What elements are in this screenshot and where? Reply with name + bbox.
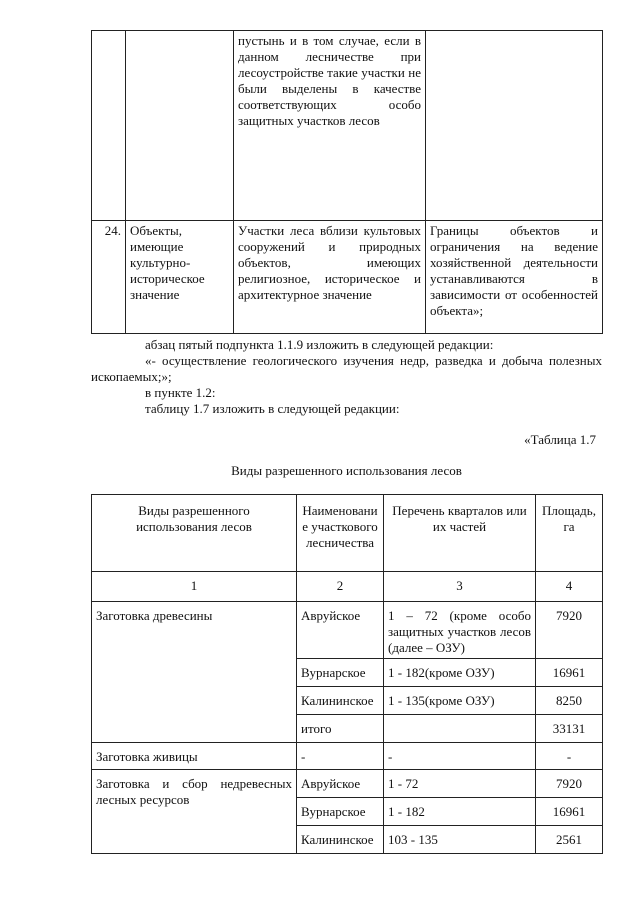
total-label-cell: итого <box>297 715 384 743</box>
forestry-name-cell: Вурнарское <box>297 798 384 826</box>
use-type-cell: Заготовка древесины <box>92 602 297 743</box>
table-row <box>92 770 603 798</box>
use-type-cell: Заготовка живицы <box>92 743 297 770</box>
area-cell: 7920 <box>536 770 603 798</box>
quarters-cell: - <box>384 743 536 770</box>
row-number: 24. <box>92 221 126 334</box>
table-cell <box>126 31 234 221</box>
quarters-cell: 1 - 182(кроме ОЗУ) <box>384 659 536 687</box>
column-number: 1 <box>92 572 297 602</box>
paragraph: абзац пятый подпункта 1.1.9 изложить в следующей редакции: <box>145 337 494 352</box>
paragraph: в пункте 1.2: <box>145 385 216 400</box>
table-continuation <box>91 30 603 334</box>
paragraph: таблицу 1.7 изложить в следующей редакции: <box>145 401 400 416</box>
forestry-name-cell: - <box>297 743 384 770</box>
area-cell: 16961 <box>536 798 603 826</box>
column-number: 2 <box>297 572 384 602</box>
table-cell: Объекты, имеющие культурно-историческое значение <box>126 221 234 334</box>
table-cell: Границы объектов и ограничения на ведение хозяйственной деятельности устанавливаются в зависимости от особенностей объекта»; <box>426 221 603 334</box>
area-cell: 8250 <box>536 687 603 715</box>
paragraph: «- осуществление геологического изучения недр, разведка и добыча полезных ископаемых;»; <box>91 353 602 384</box>
header-cell: Перечень кварталов или их частей <box>384 495 536 572</box>
area-cell: - <box>536 743 603 770</box>
quarters-cell: 1 – 72 (кроме особо защитных участков лесов (далее – ОЗУ) <box>384 602 536 659</box>
forestry-name-cell: Калининское <box>297 826 384 854</box>
forest-use-table <box>91 494 603 854</box>
area-cell: 33131 <box>536 715 603 743</box>
column-number-row <box>92 572 603 602</box>
table-cell <box>426 31 603 221</box>
quarters-cell: 1 - 135(кроме ОЗУ) <box>384 687 536 715</box>
header-cell: Площадь, га <box>536 495 603 572</box>
forestry-name-cell: Вурнарское <box>297 659 384 687</box>
area-cell: 7920 <box>536 602 603 659</box>
column-number: 4 <box>536 572 603 602</box>
table-row <box>92 31 603 221</box>
use-type-cell: Заготовка и сбор недревесных лесных ресурсов <box>92 770 297 854</box>
quarters-cell: 103 - 135 <box>384 826 536 854</box>
forestry-name-cell: Калининское <box>297 687 384 715</box>
area-cell: 2561 <box>536 826 603 854</box>
quarters-cell: 1 - 182 <box>384 798 536 826</box>
table-label: «Таблица 1.7 <box>524 432 596 447</box>
table-cell: Участки леса вблизи культовых сооружений и природных объектов, имеющих религиозное, историческое и архитектурное значение <box>234 221 426 334</box>
table-row <box>92 221 603 334</box>
column-number: 3 <box>384 572 536 602</box>
table-title: Виды разрешенного использования лесов <box>231 463 462 478</box>
table-cell: пустынь и в том случае, если в данном лесничестве при лесоустройстве такие участки не были выделены в качестве соответствующих особо защитных участков лесов <box>234 31 426 221</box>
table-row <box>92 743 603 770</box>
forestry-name-cell: Авруйское <box>297 770 384 798</box>
area-cell: 16961 <box>536 659 603 687</box>
quarters-cell <box>384 715 536 743</box>
table-row <box>92 602 603 659</box>
forestry-name-cell: Авруйское <box>297 602 384 659</box>
table-header-row <box>92 495 603 572</box>
header-cell: Виды разрешенного использования лесов <box>92 495 297 572</box>
quarters-cell: 1 - 72 <box>384 770 536 798</box>
header-cell: Наименовани е участкового лесничества <box>297 495 384 572</box>
table-cell <box>92 31 126 221</box>
